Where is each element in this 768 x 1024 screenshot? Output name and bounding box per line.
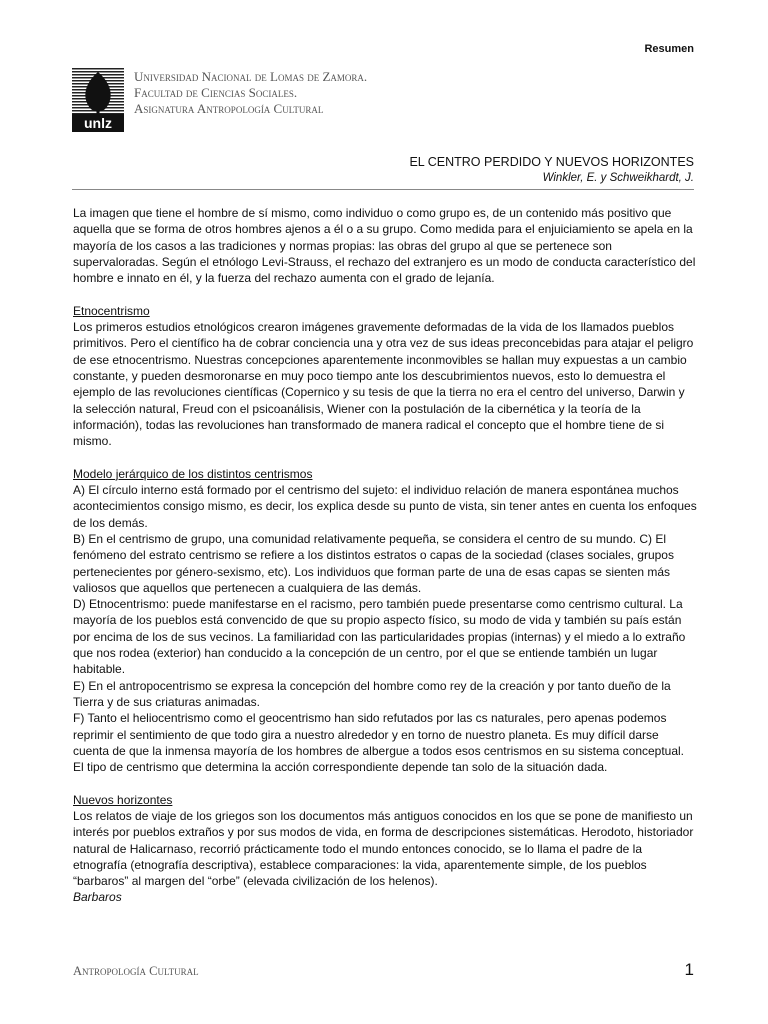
section-heading-etnocentrismo: Etnocentrismo bbox=[73, 303, 150, 318]
footer-label: Antropología Cultural bbox=[73, 964, 199, 978]
intro-paragraph: La imagen que tiene el hombre de sí mismo, como individuo o como grupo es, de un contenido más positivo que aquella que se forma de otros hombres ajenos a él o a su grupo. Como medida para el enjuiciamiento se apela en la mayoría de los casos a las tradiciones y normas propias: las obras del grupo al que se pertenece son supervaloradas. Según el etnólogo Levi-Strauss, el rechazo del extranjero es un modo de conducta característico del hombre e innato en él, y la fuerza del rechazo aumenta con el grado de lejanía. bbox=[73, 206, 696, 286]
unlz-logo-icon bbox=[72, 68, 124, 132]
list-item-b: B) En el centrismo de grupo, una comunidad relativamente pequeña, se considera el centro de su mundo. C) El fenómeno del estrato centrismo se refiere a los distintos estratos o capas de la sociedad (clases sociales, grupos pertenecientes por género-sexismo, etc). Los individuos que forman parte de una de esas capas se sienten más valiosos que aquellos que pertenecen a cualquiera de las demás. bbox=[73, 531, 674, 595]
list-item-f: F) Tanto el heliocentrismo como el geocentrismo han sido refutados por las cs naturales, pero apenas podemos reprimir el sentimiento de que todo gira a nuestro alrededor y en torno de nuestro planeta. Es muy difícil darse cuenta de que la inmensa mayoría de los hombres de albergue a todos esos centrismos en su sistema conceptual. El tipo de centrismo que determina la acción correspondiente depende tan solo de la situación dada. bbox=[73, 711, 685, 775]
institution-line-2: Facultad de Ciencias Sociales. bbox=[134, 85, 298, 100]
institution-line-3: Asignatura Antropología Cultural bbox=[134, 101, 324, 116]
list-item-e: E) En el antropocentrismo se expresa la concepción del hombre como rey de la creación y por tanto dueño de la Tierra y de sus criaturas animadas. bbox=[73, 678, 671, 709]
section-paragraph-etnocentrismo: Los primeros estudios etnológicos crearon imágenes gravemente deformadas de la vida de los llamados pueblos primitivos. Pero el científico ha de cobrar conciencia una y otra vez de sus ideas preconcebidas para atajar el peligro de ese etnocentrismo. Nuestras concepciones aparentemente inconmovibles se hallan muy expuestas a un cambio constante, y pueden desmoronarse en muy poco tiempo ante los descubrimientos nuevos, esto lo demuestra el ejemplo de las revoluciones científicas (Copernico y su tesis de que la tierra no era el centro del universo, Darwin y la selección natural, Freud con el psicoanálisis, Wiener con la postulación de la cibernética y la teoría de la información), todas las revoluciones han transformado de manera radical el concepto que el hombre tiene de si mismo. bbox=[73, 320, 694, 449]
italic-subheading: Barbaros bbox=[73, 890, 122, 905]
logo-text: unlz bbox=[84, 115, 112, 131]
section-paragraph-nuevos-horizontes: Los relatos de viaje de los griegos son los documentos más antiguos conocidos en los que se pone de manifiesto un interés por pueblos extraños y por sus modos de vida, en forma de descripciones sistemáticas. Herodoto, historiador natural de Halicarnaso, recorrió prácticamente todo el mundo entonces conocido, se lo llama el padre de la etnografía (etnografía descriptiva), establece comparaciones: la vida, aparentemente simple, de los pueblos “barbaros” al margen del “orbe” (elevada civilización de los helenos). bbox=[73, 808, 694, 889]
page-number: 1 bbox=[684, 960, 694, 979]
list-item-d: D) Etnocentrismo: puede manifestarse en el racismo, pero también puede presentarse como centrismo cultural. La mayoría de los pueblos está convencido de que su propio aspecto físico, su modo de vida y también su país están por encima de los de sus vecinos. La familiaridad con las particularidades propias (internas) y el miedo a lo extraño que nos rodea (exterior) han conducido a la concepción de un centro, por el que se entiende también un lugar habitable. bbox=[73, 597, 686, 677]
document-body bbox=[73, 205, 697, 906]
document-title: EL CENTRO PERDIDO Y NUEVOS HORIZONTES bbox=[409, 155, 694, 169]
institution-line-1: Universidad Nacional de Lomas de Zamora. bbox=[134, 69, 368, 84]
section-label: Resumen bbox=[644, 43, 694, 55]
header-divider bbox=[72, 189, 694, 190]
section-heading-nuevos-horizontes: Nuevos horizontes bbox=[73, 792, 173, 807]
document-author: Winkler, E. y Schweikhardt, J. bbox=[542, 172, 694, 184]
title-block bbox=[409, 154, 694, 186]
section-heading-modelo: Modelo jerárquico de los distintos centrismos bbox=[73, 466, 313, 481]
list-item-a: A) El círculo interno está formado por el centrismo del sujeto: el individuo relación de manera espontánea muchos acontecimientos consigo mismo, es decir, los explica desde su punto de vista, sin tener antes en cuenta los enfoques de los demás. bbox=[73, 483, 697, 530]
institution-block bbox=[134, 69, 367, 117]
